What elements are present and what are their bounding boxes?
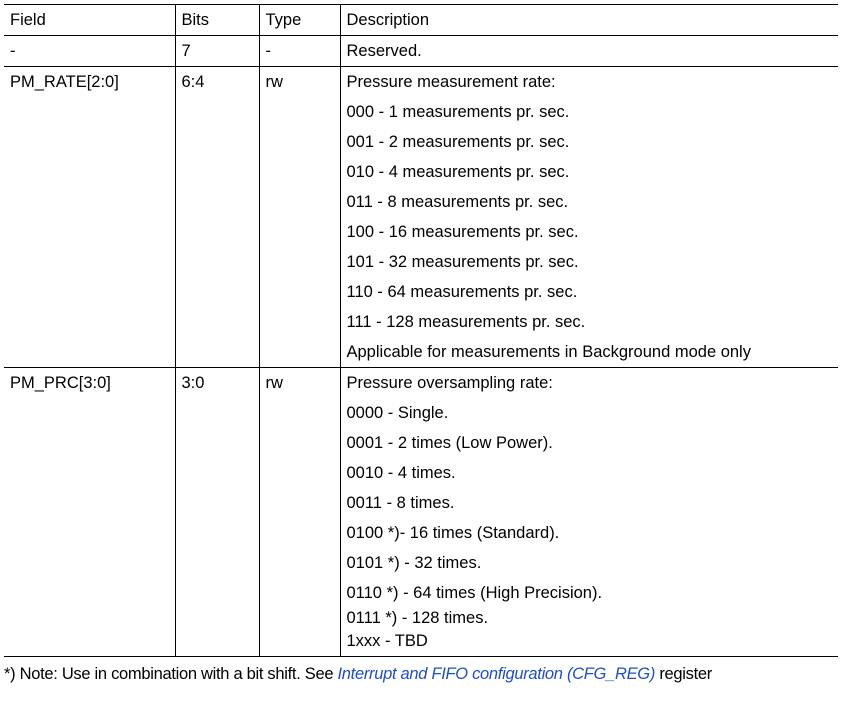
header-type: Type (259, 5, 340, 36)
field-cell (4, 36, 175, 67)
description-line: 0010 - 4 times. (346, 464, 456, 482)
table-header-row (4, 5, 838, 36)
description-line: 1xxx - TBD (346, 632, 428, 650)
description-line: 0000 - Single. (346, 404, 449, 422)
description-line: Applicable for measurements in Background mode only (346, 343, 751, 361)
type-value: rw (265, 374, 283, 392)
footnote-prefix: *) Note: Use in combination with a bit shift. See (4, 665, 338, 683)
description-line: 110 - 64 measurements pr. sec. (346, 283, 578, 301)
description-line: 0111 *) - 128 times. (346, 609, 489, 627)
type-value: rw (265, 73, 283, 91)
description-line: 0011 - 8 times. (346, 494, 455, 512)
description-line: 010 - 4 measurements pr. sec. (346, 163, 570, 181)
type-value: - (265, 42, 271, 60)
field-value: PM_PRC[3:0] (10, 374, 111, 392)
table-row (4, 368, 838, 657)
description-line: 111 - 128 measurements pr. sec. (346, 313, 586, 331)
bits-value: 3:0 (181, 374, 205, 392)
description-line: 101 - 32 measurements pr. sec. (346, 253, 579, 271)
description-line: Reserved. (346, 42, 422, 60)
cfg-reg-link[interactable]: Interrupt and FIFO configuration (CFG_REG) (337, 665, 656, 683)
description-cell (340, 67, 838, 368)
header-description: Description (340, 5, 838, 36)
table-row (4, 36, 838, 67)
register-table-container (4, 4, 838, 684)
description-cell (340, 368, 838, 657)
description-line: Pressure measurement rate: (346, 73, 556, 91)
description-line: 0100 *)- 16 times (Standard). (346, 524, 560, 542)
field-value: - (10, 42, 16, 60)
footnote-suffix: register (655, 665, 712, 683)
bits-cell (175, 36, 259, 67)
header-bits: Bits (175, 5, 259, 36)
bits-cell (175, 368, 259, 657)
description-line: 100 - 16 measurements pr. sec. (346, 223, 579, 241)
description-cell (340, 36, 838, 67)
description-line: 0110 *) - 64 times (High Precision). (346, 584, 603, 602)
description-line: 001 - 2 measurements pr. sec. (346, 133, 570, 151)
bits-value: 6:4 (181, 73, 205, 91)
field-cell (4, 67, 175, 368)
type-cell (259, 36, 340, 67)
bits-value: 7 (181, 42, 191, 60)
table-row (4, 67, 838, 368)
register-table (4, 4, 838, 657)
type-cell (259, 67, 340, 368)
description-line: Pressure oversampling rate: (346, 374, 553, 392)
bits-cell (175, 67, 259, 368)
description-line: 0001 - 2 times (Low Power). (346, 434, 553, 452)
header-field: Field (4, 5, 175, 36)
field-cell (4, 368, 175, 657)
description-line: 000 - 1 measurements pr. sec. (346, 103, 570, 121)
type-cell (259, 368, 340, 657)
field-value: PM_RATE[2:0] (10, 73, 119, 91)
footnote (4, 665, 838, 684)
description-line: 011 - 8 measurements pr. sec. (346, 193, 569, 211)
description-line: 0101 *) - 32 times. (346, 554, 482, 572)
